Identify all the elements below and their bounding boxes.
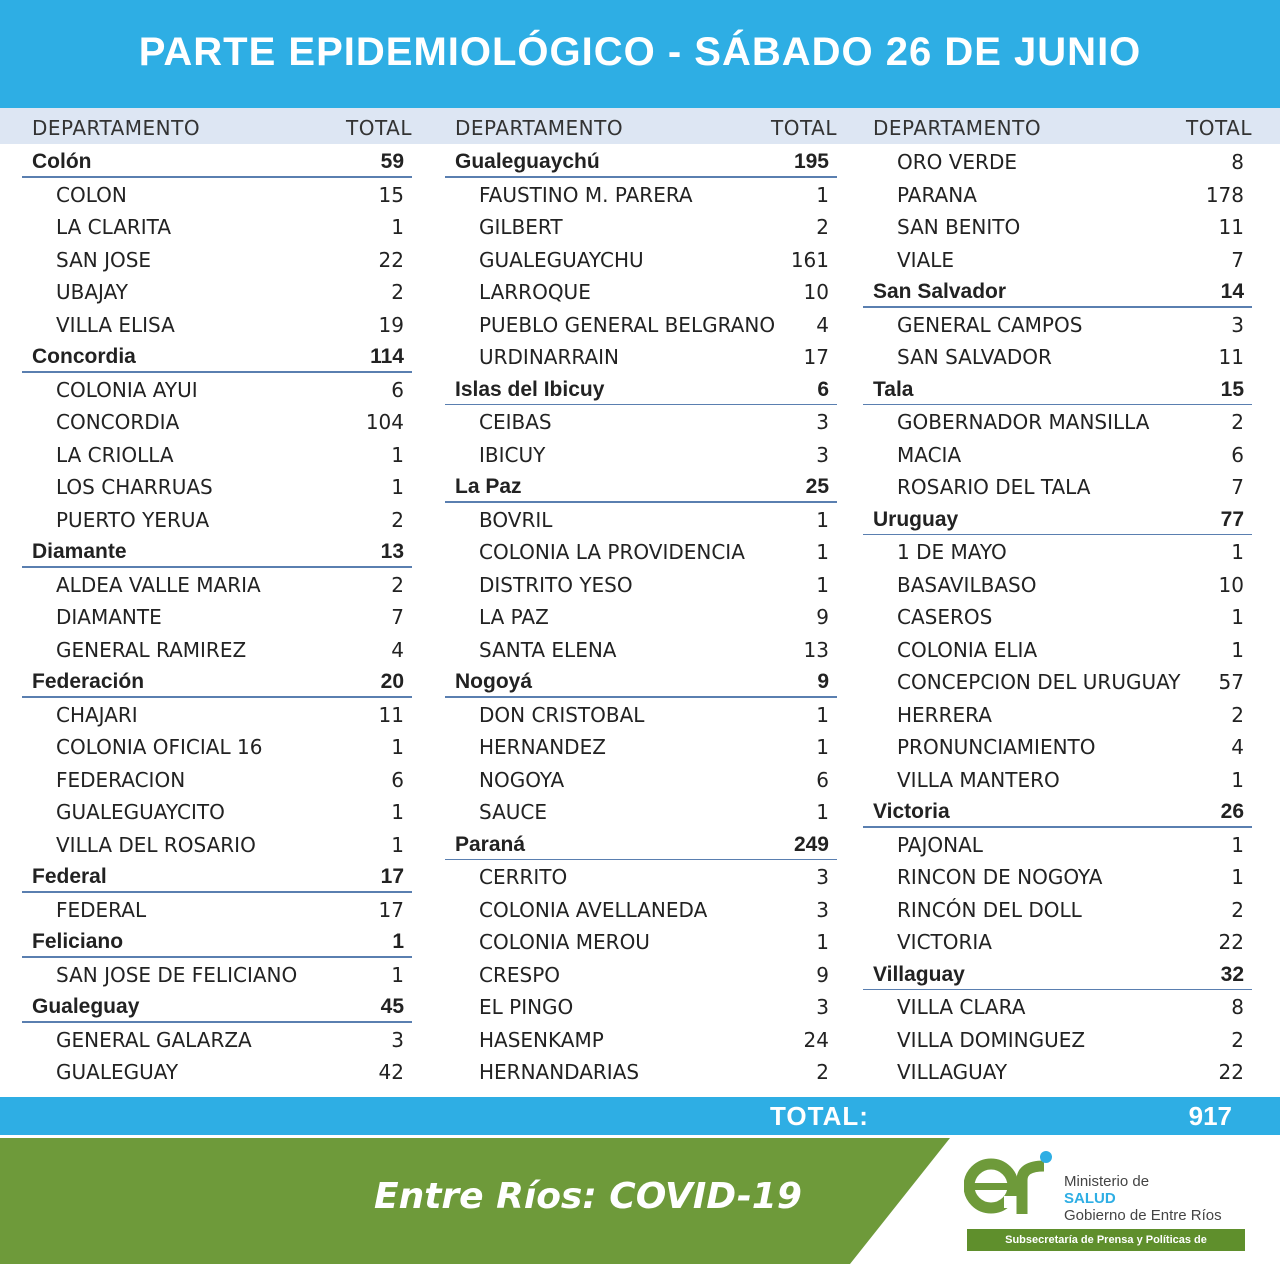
locality-row xyxy=(445,1056,837,1089)
locality-name: CASEROS xyxy=(897,605,993,629)
department-row xyxy=(863,796,1252,829)
table-column-1 xyxy=(22,108,412,1089)
locality-name: GUALEGUAYCHU xyxy=(479,247,644,272)
rows xyxy=(22,144,412,1089)
page-title: PARTE EPIDEMIOLÓGICO - SÁBADO 26 DE JUNIO xyxy=(138,30,1142,74)
locality-name: CHAJARI xyxy=(56,702,138,727)
department-row xyxy=(445,471,837,504)
locality-total: 2 xyxy=(1231,702,1244,727)
locality-name: COLONIA AYUI xyxy=(56,377,198,402)
department-total: 77 xyxy=(1220,507,1244,531)
department-row xyxy=(22,146,412,179)
locality-row xyxy=(863,634,1252,667)
locality-total: 1 xyxy=(1231,865,1244,889)
locality-total: 22 xyxy=(1218,1060,1244,1084)
locality-name: RINCÓN DEL DOLL xyxy=(897,897,1082,922)
locality-row xyxy=(863,666,1252,699)
locality-total: 3 xyxy=(816,865,829,889)
locality-total: 3 xyxy=(1231,312,1244,337)
locality-name: HASENKAMP xyxy=(479,1027,604,1052)
department-total: 114 xyxy=(370,345,404,368)
locality-total: 2 xyxy=(391,572,404,597)
locality-name: GOBERNADOR MANSILLA xyxy=(897,410,1150,434)
locality-name: GENERAL RAMIREZ xyxy=(56,637,247,662)
total-value: 917 xyxy=(1188,1101,1232,1131)
department-row xyxy=(445,666,837,699)
locality-name: CERRITO xyxy=(479,865,568,889)
locality-total: 4 xyxy=(391,637,404,662)
locality-row xyxy=(445,991,837,1024)
locality-total: 17 xyxy=(378,897,404,922)
locality-row xyxy=(445,569,837,602)
locality-name: FEDERACION xyxy=(56,767,186,792)
total-label: TOTAL: xyxy=(770,1101,869,1131)
locality-total: 7 xyxy=(391,605,404,629)
locality-name: LA CLARITA xyxy=(56,215,172,239)
department-row xyxy=(445,146,837,179)
locality-name: GENERAL CAMPOS xyxy=(897,312,1083,337)
locality-name: BOVRIL xyxy=(479,507,553,532)
rows xyxy=(863,144,1252,1089)
locality-total: 17 xyxy=(803,345,829,369)
ministry-line2: SALUD xyxy=(1064,1190,1116,1207)
locality-row xyxy=(863,601,1252,634)
locality-total: 1 xyxy=(816,540,829,564)
title-banner xyxy=(0,0,1280,108)
locality-name: UBAJAY xyxy=(56,280,128,304)
locality-total: 11 xyxy=(1218,345,1244,369)
locality-row xyxy=(22,179,412,212)
locality-row xyxy=(863,244,1252,277)
locality-name: SAN SALVADOR xyxy=(897,345,1052,369)
ministry-line3: Gobierno de Entre Ríos xyxy=(1064,1207,1222,1224)
locality-total: 22 xyxy=(378,247,404,272)
locality-name: SAUCE xyxy=(479,800,547,824)
locality-row xyxy=(445,601,837,634)
locality-name: PRONUNCIAMIENTO xyxy=(897,735,1096,759)
locality-total: 1 xyxy=(1231,605,1244,629)
locality-row xyxy=(863,341,1252,374)
locality-total: 1 xyxy=(391,832,404,857)
department-name: Feliciano xyxy=(32,930,124,953)
locality-total: 11 xyxy=(378,702,404,727)
locality-total: 1 xyxy=(816,930,829,954)
department-total: 32 xyxy=(1220,962,1244,986)
locality-total: 2 xyxy=(391,280,404,304)
locality-row xyxy=(445,731,837,764)
department-row xyxy=(863,959,1252,992)
locality-row xyxy=(445,244,837,277)
locality-total: 1 xyxy=(816,572,829,597)
header-departamento: DEPARTAMENTO xyxy=(32,116,201,140)
column-header xyxy=(863,108,1252,144)
locality-total: 22 xyxy=(1218,930,1244,954)
locality-name: VILLA DOMINGUEZ xyxy=(897,1027,1086,1052)
locality-total: 8 xyxy=(1231,995,1244,1019)
department-row xyxy=(22,536,412,569)
locality-total: 2 xyxy=(816,215,829,239)
locality-row xyxy=(863,699,1252,732)
locality-row xyxy=(863,309,1252,342)
header-total: TOTAL xyxy=(1186,116,1252,140)
locality-row xyxy=(22,959,412,992)
locality-row xyxy=(445,959,837,992)
locality-row xyxy=(22,731,412,764)
locality-row xyxy=(863,1024,1252,1057)
locality-total: 1 xyxy=(816,507,829,532)
locality-row xyxy=(22,471,412,504)
department-name: Gualeguaychú xyxy=(455,150,600,173)
locality-name: GUALEGUAYCITO xyxy=(56,800,225,824)
rows xyxy=(445,144,837,1089)
locality-total: 7 xyxy=(1231,247,1244,272)
locality-row xyxy=(863,764,1252,797)
locality-name: ALDEA VALLE MARIA xyxy=(56,572,261,597)
locality-name: PUERTO YERUA xyxy=(56,507,210,532)
department-name: Tala xyxy=(873,377,914,401)
locality-row xyxy=(445,276,837,309)
department-row xyxy=(863,374,1252,407)
locality-total: 2 xyxy=(1231,897,1244,922)
table-column-2 xyxy=(445,108,837,1089)
department-row xyxy=(22,861,412,894)
locality-name: DON CRISTOBAL xyxy=(479,702,645,727)
header-total: TOTAL xyxy=(771,116,837,140)
locality-total: 8 xyxy=(1231,150,1244,174)
department-row xyxy=(445,374,837,407)
locality-row xyxy=(863,439,1252,472)
department-row xyxy=(22,341,412,374)
locality-total: 4 xyxy=(1231,735,1244,759)
locality-total: 2 xyxy=(1231,1027,1244,1052)
locality-name: CRESPO xyxy=(479,962,560,987)
locality-total: 178 xyxy=(1205,182,1244,207)
locality-name: CONCORDIA xyxy=(56,410,180,434)
locality-total: 7 xyxy=(1231,475,1244,499)
locality-row xyxy=(445,309,837,342)
locality-total: 6 xyxy=(391,767,404,792)
locality-name: COLONIA OFICIAL 16 xyxy=(56,735,263,759)
locality-name: SAN JOSE xyxy=(56,247,152,272)
locality-total: 1 xyxy=(391,475,404,499)
locality-name: GUALEGUAY xyxy=(56,1060,179,1084)
department-row xyxy=(863,504,1252,537)
locality-name: HERNANDARIAS xyxy=(479,1060,640,1084)
department-total: 25 xyxy=(805,475,829,498)
locality-total: 3 xyxy=(391,1027,404,1052)
locality-total: 6 xyxy=(391,377,404,402)
locality-total: 1 xyxy=(816,182,829,207)
er-logo-icon xyxy=(964,1150,1060,1222)
locality-row xyxy=(863,179,1252,212)
locality-row xyxy=(863,471,1252,504)
locality-row xyxy=(22,439,412,472)
header-total: TOTAL xyxy=(346,116,412,140)
locality-row xyxy=(863,569,1252,602)
locality-name: 1 DE MAYO xyxy=(897,540,1007,564)
locality-name: LA CRIOLLA xyxy=(56,442,174,467)
department-total: 13 xyxy=(380,540,404,563)
department-name: San Salvador xyxy=(873,280,1007,303)
footer-caption: Entre Ríos: COVID-19 xyxy=(374,1176,802,1217)
locality-total: 10 xyxy=(1218,572,1244,597)
locality-row xyxy=(863,926,1252,959)
locality-name: HERNANDEZ xyxy=(479,735,606,759)
locality-name: GILBERT xyxy=(479,215,563,239)
locality-total: 24 xyxy=(803,1027,829,1052)
locality-total: 1 xyxy=(391,735,404,759)
locality-row xyxy=(445,861,837,894)
locality-name: PUEBLO GENERAL BELGRANO xyxy=(479,312,776,337)
locality-total: 3 xyxy=(816,995,829,1019)
locality-total: 1 xyxy=(391,962,404,987)
column-header xyxy=(22,108,412,144)
locality-name: EL PINGO xyxy=(479,995,574,1019)
locality-total: 6 xyxy=(1231,442,1244,467)
locality-total: 57 xyxy=(1218,670,1244,694)
locality-total: 2 xyxy=(816,1060,829,1084)
locality-name: FAUSTINO M. PARERA xyxy=(479,182,693,207)
locality-name: BASAVILBASO xyxy=(897,572,1037,597)
locality-row xyxy=(445,504,837,537)
locality-row xyxy=(445,699,837,732)
locality-total: 19 xyxy=(378,312,404,337)
locality-name: VIALE xyxy=(897,247,955,272)
locality-row xyxy=(863,894,1252,927)
locality-name: GENERAL GALARZA xyxy=(56,1027,252,1052)
locality-row xyxy=(445,211,837,244)
locality-total: 3 xyxy=(816,410,829,434)
locality-total: 1 xyxy=(816,735,829,759)
locality-row xyxy=(863,829,1252,862)
locality-name: NOGOYA xyxy=(479,767,565,792)
department-total: 1 xyxy=(392,930,404,953)
locality-name: COLONIA ELIA xyxy=(897,637,1038,662)
department-name: Villaguay xyxy=(873,962,965,986)
department-name: La Paz xyxy=(455,475,522,498)
locality-row xyxy=(863,146,1252,179)
locality-row xyxy=(22,244,412,277)
column-header xyxy=(445,108,837,144)
locality-total: 161 xyxy=(790,247,829,272)
department-name: Uruguay xyxy=(873,507,959,531)
locality-row xyxy=(863,406,1252,439)
department-name: Paraná xyxy=(455,832,526,856)
locality-row xyxy=(22,796,412,829)
locality-name: COLONIA MEROU xyxy=(479,930,650,954)
locality-total: 4 xyxy=(816,312,829,337)
department-name: Colón xyxy=(32,150,92,173)
locality-total: 2 xyxy=(1231,410,1244,434)
department-total: 249 xyxy=(793,832,829,856)
locality-row xyxy=(22,569,412,602)
locality-total: 13 xyxy=(803,637,829,662)
locality-total: 11 xyxy=(1218,215,1244,239)
locality-row xyxy=(863,861,1252,894)
locality-row xyxy=(863,211,1252,244)
department-row xyxy=(22,991,412,1024)
locality-name: ROSARIO DEL TALA xyxy=(897,475,1091,499)
department-total: 195 xyxy=(793,150,829,173)
locality-name: DIAMANTE xyxy=(56,605,162,629)
locality-row xyxy=(445,1024,837,1057)
locality-name: COLONIA LA PROVIDENCIA xyxy=(479,540,745,564)
locality-total: 1 xyxy=(391,442,404,467)
locality-name: VILLA MANTERO xyxy=(897,767,1060,792)
locality-name: IBICUY xyxy=(479,442,546,467)
locality-name: COLON xyxy=(56,182,127,207)
locality-row xyxy=(22,504,412,537)
locality-total: 9 xyxy=(816,962,829,987)
locality-row xyxy=(22,764,412,797)
locality-name: PAJONAL xyxy=(897,832,983,857)
ministry-line1: Ministerio de xyxy=(1064,1173,1150,1190)
locality-name: URDINARRAIN xyxy=(479,345,619,369)
locality-total: 3 xyxy=(816,442,829,467)
department-total: 20 xyxy=(380,670,404,693)
locality-row xyxy=(445,634,837,667)
locality-row xyxy=(445,926,837,959)
locality-name: VILLAGUAY xyxy=(897,1060,1008,1084)
locality-total: 1 xyxy=(1231,832,1244,857)
locality-total: 3 xyxy=(816,897,829,922)
locality-name: HERRERA xyxy=(897,702,992,727)
department-total: 14 xyxy=(1220,280,1244,303)
locality-row xyxy=(863,536,1252,569)
locality-name: LOS CHARRUAS xyxy=(56,475,213,499)
locality-total: 1 xyxy=(1231,637,1244,662)
department-name: Diamante xyxy=(32,540,127,563)
locality-name: RINCON DE NOGOYA xyxy=(897,865,1103,889)
locality-row xyxy=(863,991,1252,1024)
locality-name: FEDERAL xyxy=(56,897,147,922)
department-name: Gualeguay xyxy=(32,995,140,1018)
locality-row xyxy=(22,699,412,732)
locality-row xyxy=(22,601,412,634)
locality-name: MACIA xyxy=(897,442,962,467)
locality-name: SAN JOSE DE FELICIANO xyxy=(56,962,298,987)
locality-row xyxy=(22,211,412,244)
department-row xyxy=(22,666,412,699)
department-total: 59 xyxy=(380,150,404,173)
locality-row xyxy=(22,829,412,862)
total-band xyxy=(0,1097,1280,1135)
department-total: 6 xyxy=(817,377,829,401)
department-total: 45 xyxy=(380,995,404,1018)
locality-row xyxy=(445,536,837,569)
locality-name: CONCEPCION DEL URUGUAY xyxy=(897,670,1181,694)
locality-total: 1 xyxy=(1231,767,1244,792)
locality-name: VILLA DEL ROSARIO xyxy=(56,832,256,857)
department-total: 9 xyxy=(817,670,829,693)
department-row xyxy=(22,926,412,959)
ministry-text xyxy=(1064,1173,1222,1224)
department-name: Nogoyá xyxy=(455,670,533,693)
locality-total: 9 xyxy=(816,605,829,629)
locality-name: SAN BENITO xyxy=(897,215,1021,239)
locality-total: 1 xyxy=(391,215,404,239)
department-name: Concordia xyxy=(32,345,136,368)
locality-name: LA PAZ xyxy=(479,605,549,629)
locality-name: ORO VERDE xyxy=(897,150,1017,174)
locality-row xyxy=(22,374,412,407)
department-name: Federación xyxy=(32,670,145,693)
locality-row xyxy=(445,341,837,374)
locality-total: 10 xyxy=(803,280,829,304)
locality-row xyxy=(445,439,837,472)
department-name: Federal xyxy=(32,865,107,888)
locality-total: 1 xyxy=(391,800,404,824)
locality-total: 42 xyxy=(378,1060,404,1084)
locality-name: SANTA ELENA xyxy=(479,637,617,662)
locality-row xyxy=(22,1024,412,1057)
locality-row xyxy=(22,1056,412,1089)
locality-total: 2 xyxy=(391,507,404,532)
department-total: 17 xyxy=(380,865,404,888)
locality-total: 6 xyxy=(816,767,829,792)
locality-total: 15 xyxy=(378,182,404,207)
locality-name: VICTORIA xyxy=(897,930,992,954)
locality-total: 1 xyxy=(1231,540,1244,564)
locality-row xyxy=(445,796,837,829)
locality-row xyxy=(22,406,412,439)
locality-name: CEIBAS xyxy=(479,410,552,434)
header-departamento: DEPARTAMENTO xyxy=(455,116,624,140)
locality-row xyxy=(863,1056,1252,1089)
department-row xyxy=(863,276,1252,309)
locality-row xyxy=(863,731,1252,764)
locality-name: PARANA xyxy=(897,182,977,207)
locality-row xyxy=(445,894,837,927)
locality-name: DISTRITO YESO xyxy=(479,572,633,597)
header-departamento: DEPARTAMENTO xyxy=(873,116,1042,140)
department-row xyxy=(445,829,837,862)
locality-total: 104 xyxy=(365,410,404,434)
locality-name: COLONIA AVELLANEDA xyxy=(479,897,708,922)
locality-total: 1 xyxy=(816,800,829,824)
locality-row xyxy=(22,634,412,667)
department-name: Victoria xyxy=(873,800,950,823)
locality-row xyxy=(445,406,837,439)
locality-name: LARROQUE xyxy=(479,280,591,304)
locality-row xyxy=(445,764,837,797)
locality-row xyxy=(22,894,412,927)
locality-total: 1 xyxy=(816,702,829,727)
locality-row xyxy=(22,309,412,342)
locality-row xyxy=(445,179,837,212)
department-name: Islas del Ibicuy xyxy=(455,377,605,401)
press-office-bar: Subsecretaría de Prensa y Políticas de Comunicación xyxy=(967,1229,1245,1251)
locality-name: VILLA ELISA xyxy=(56,312,175,337)
department-total: 15 xyxy=(1220,377,1244,401)
locality-name: VILLA CLARA xyxy=(897,995,1026,1019)
locality-row xyxy=(22,276,412,309)
department-total: 26 xyxy=(1220,800,1244,823)
table-column-3 xyxy=(863,108,1252,1089)
